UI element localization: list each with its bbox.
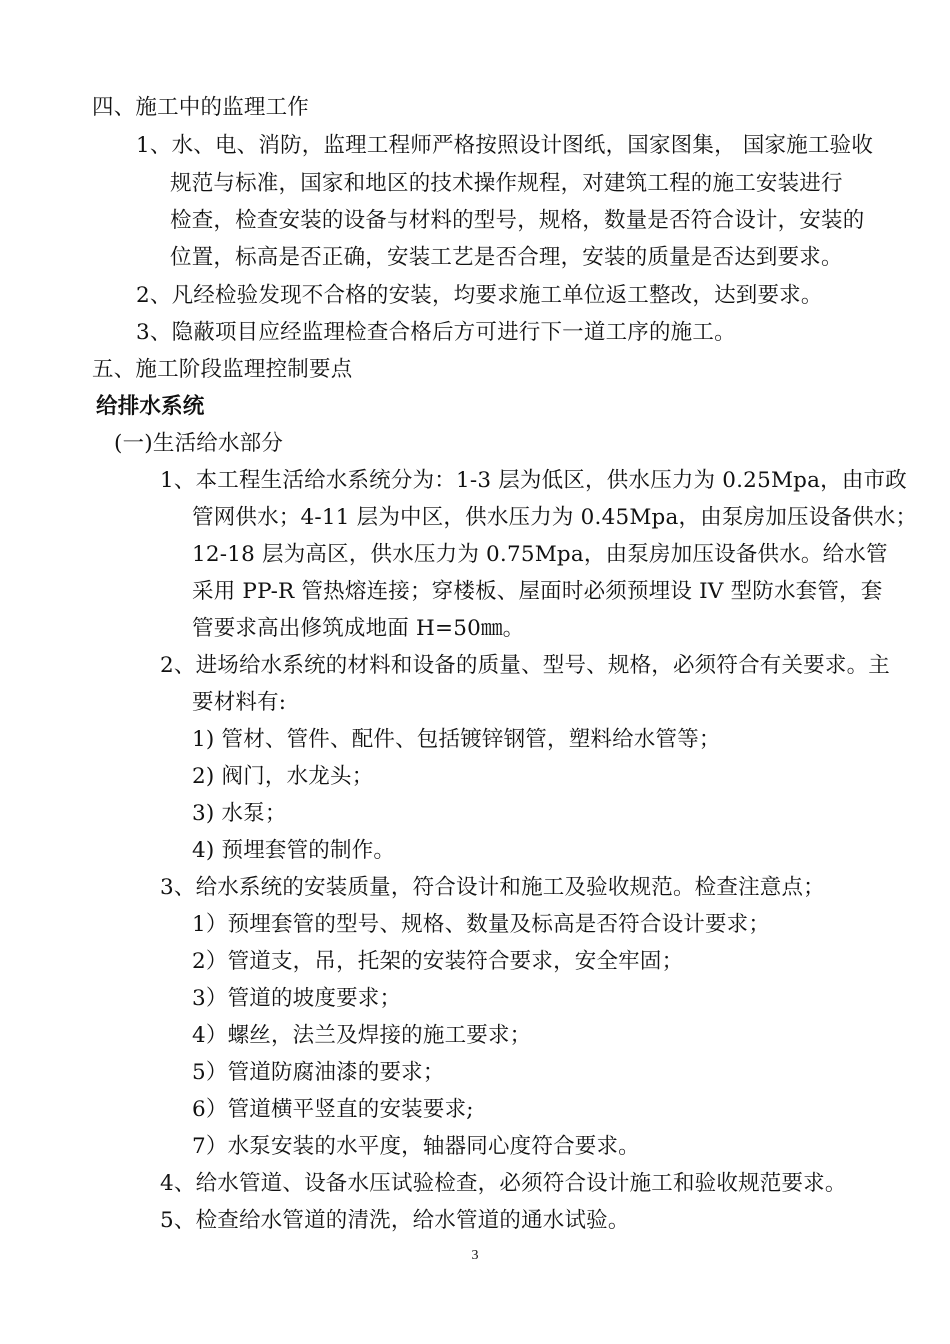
subsection-1-heading: (一)生活给水部分	[114, 431, 284, 456]
s4-item-1-line-4: 位置，标高是否正确，安装工艺是否合理，安装的质量是否达到要求。	[170, 245, 843, 270]
p3-sub-1: 1）预埋套管的型号、规格、数量及标高是否符合设计要求；	[192, 912, 771, 937]
p3-line-1: 3、给水系统的安装质量，符合设计和施工及验收规范。检查注意点；	[160, 875, 825, 900]
p3-sub-2: 2）管道支，吊，托架的安装符合要求，安全牢固；	[192, 949, 684, 974]
p2-line-2: 要材料有:	[192, 690, 287, 715]
p3-sub-4: 4）螺丝，法兰及焊接的施工要求；	[192, 1023, 532, 1048]
p1-line-5: 管要求高出修筑成地面 H=50㎜。	[192, 616, 525, 641]
s4-item-1-line-3: 检查，检查安装的设备与材料的型号，规格，数量是否符合设计，安装的	[170, 208, 865, 233]
p1-line-2: 管网供水；4-11 层为中区，供水压力为 0.45Mpa，由泵房加压设备供水；	[192, 505, 918, 530]
p3-sub-5: 5）管道防腐油漆的要求；	[192, 1060, 445, 1085]
s4-item-2: 2、凡经检验发现不合格的安装，均要求施工单位返工整改，达到要求。	[136, 283, 823, 308]
p2-sub-3: 3) 水泵；	[192, 801, 287, 826]
s4-item-1-line-2: 规范与标准，国家和地区的技术操作规程，对建筑工程的施工安装进行	[170, 171, 843, 196]
p2-sub-4: 4) 预埋套管的制作。	[192, 838, 396, 863]
section-5-heading: 五、施工阶段监理控制要点	[92, 357, 353, 382]
p3-sub-6: 6）管道横平竖直的安装要求;	[192, 1097, 474, 1122]
p2-line-1: 2、进场给水系统的材料和设备的质量、型号、规格，必须符合有关要求。主	[160, 653, 890, 678]
p3-sub-7: 7）水泵安装的水平度，轴器同心度符合要求。	[192, 1134, 640, 1159]
p4: 4、给水管道、设备水压试验检查，必须符合设计施工和验收规范要求。	[160, 1171, 847, 1196]
page-number: 3	[471, 1248, 479, 1263]
p1-line-1: 1、本工程生活给水系统分为：1-3 层为低区，供水压力为 0.25Mpa，由市政	[160, 468, 907, 493]
p2-sub-2: 2) 阀门，水龙头；	[192, 764, 374, 789]
p3-sub-3: 3）管道的坡度要求；	[192, 986, 402, 1011]
p5: 5、检查给水管道的清洗，给水管道的通水试验。	[160, 1208, 630, 1233]
water-system-title: 给排水系统	[96, 394, 205, 419]
p1-line-3: 12-18 层为高区，供水压力为 0.75Mpa，由泵房加压设备供水。给水管	[192, 542, 888, 567]
p1-line-4: 采用 PP-R 管热熔连接；穿楼板、屋面时必须预埋设 IV 型防水套管，套	[192, 579, 883, 604]
p2-sub-1: 1) 管材、管件、配件、包括镀锌钢管，塑料给水管等；	[192, 727, 721, 752]
s4-item-3: 3、隐蔽项目应经监理检查合格后方可进行下一道工序的施工。	[136, 320, 736, 345]
section-4-heading: 四、施工中的监理工作	[92, 95, 310, 120]
s4-item-1-line-1: 1、水、电、消防，监理工程师严格按照设计图纸，国家图集， 国家施工验收	[136, 133, 874, 158]
